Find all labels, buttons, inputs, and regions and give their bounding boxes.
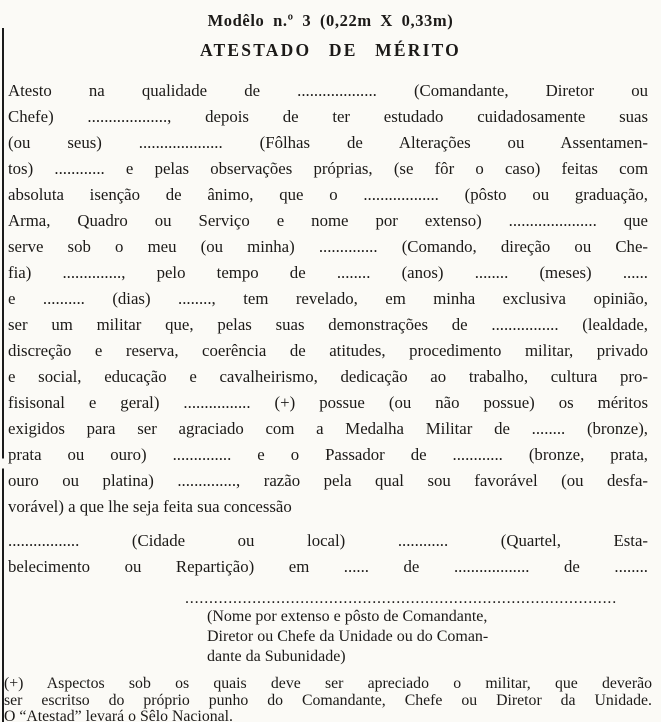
body-paragraph	[8, 78, 648, 520]
body-text-line: (ou seus) .................... (Fôlhas de Alterações ou Assentamen-	[8, 133, 648, 152]
signature-caption-line: Diretor ou Chefe da Unidade ou do Coman-	[207, 628, 489, 645]
place-date-line: ................. (Cidade ou local) ............ (Quartel, Esta-	[8, 531, 648, 550]
body-text-line: tos) ............ e pelas observações próprias, (se fôr o caso) feitas com	[8, 159, 648, 178]
body-text-line: exigidos para ser agraciado com a Medalha Militar de ........ (bronze),	[8, 419, 648, 438]
body-text-line: absoluta isenção de ânimo, que o .................. (pôsto ou graduação,	[8, 185, 648, 204]
body-text-line: serve sob o meu (ou minha) .............. (Comando, direção ou Che-	[8, 237, 648, 256]
body-text-line: discreção e reserva, coerência de atitudes, procedimento militar, privado	[8, 341, 648, 360]
signature-caption-line: dante da Subunidade)	[207, 648, 346, 665]
body-text-line: e social, educação e cavalheirismo, dedicação ao trabalho, cultura pro-	[8, 367, 648, 386]
page-left-border-rule	[2, 28, 4, 722]
body-text-line: Arma, Quadro ou Serviço e nome por extenso) ..................... que	[8, 211, 648, 230]
footnote-line: (+) Aspectos sob os quais deve ser apreciado o militar, que deverão	[4, 676, 652, 692]
footnote-line: O “Atestad” levará o Sêlo Nacional.	[4, 709, 233, 722]
place-date-line: belecimento ou Repartição) em ...... de .................. de ........	[8, 557, 648, 576]
footnote-paragraph	[4, 676, 652, 722]
document-title: ATESTADO DE MÉRITO	[200, 40, 461, 60]
body-text-line: Chefe) ..................., depois de ter estudado cuidadosamente suas	[8, 107, 648, 126]
model-size-line: Modêlo n.º 3 (0,22m X 0,33m)	[207, 11, 454, 30]
signature-block	[185, 590, 655, 667]
body-text-line: ser um militar que, pelas suas demonstrações de ................ (lealdade,	[8, 315, 648, 334]
body-text-line: fisisonal e geral) ................ (+) possue (ou não possue) os méritos	[8, 393, 648, 412]
body-text-line: ouro ou platina) .............., razão pela qual sou favorável (ou desfa-	[8, 471, 648, 490]
body-text-line: e .......... (dias) ........, tem revelado, em minha exclusiva opinião,	[8, 289, 648, 308]
signature-caption	[185, 607, 655, 667]
signature-dotted-line: ..........................................................................................	[185, 590, 617, 607]
body-text-line: fia) .............., pelo tempo de ........ (anos) ........ (meses) ......	[8, 263, 648, 282]
body-text-line: vorável) a que lhe seja feita sua concessão	[8, 497, 292, 516]
place-date-paragraph	[8, 528, 648, 580]
signature-caption-line: (Nome por extenso e pôsto de Comandante,	[207, 608, 488, 625]
body-text-line: prata ou ouro) .............. e o Passador de ............ (bronze, prata,	[8, 445, 648, 464]
body-text-line: Atesto na qualidade de ................... (Comandante, Diretor ou	[8, 81, 648, 100]
footnote-line: ser escritso do próprio punho do Comandante, Chefe ou Diretor da Unidade.	[4, 692, 652, 709]
